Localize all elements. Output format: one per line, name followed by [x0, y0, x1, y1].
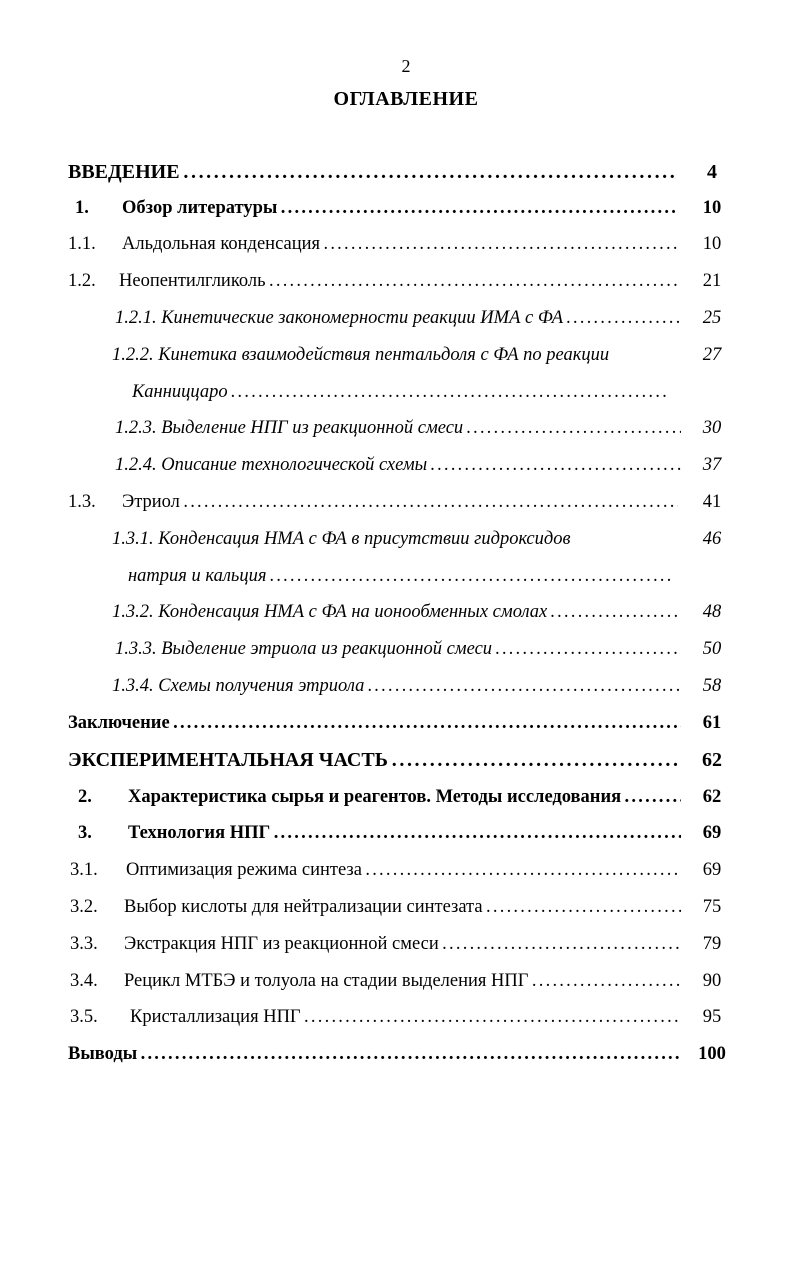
toc-entry-page: 79 [702, 934, 722, 954]
toc-title: ОГЛАВЛЕНИЕ [333, 88, 479, 110]
toc-entry-number: 3. [78, 823, 92, 843]
toc-entry-1[interactable] [0, 190, 799, 226]
toc-entry-title: натрия и кальция . . . [128, 558, 674, 594]
toc-entry-title: Неопентилгликоль . . . [119, 263, 678, 299]
toc-entry-title: ЭКСПЕРИМЕНТАЛЬНАЯ ЧАСТЬ . . . [68, 742, 681, 778]
toc-entry-title: 1.3.4. Схемы получения этриола . . . [112, 668, 681, 704]
toc-entry-page: 48 [702, 602, 722, 622]
toc-entry-3-4[interactable] [0, 963, 799, 999]
toc-entry-title: Экстракция НПГ из реакционной смеси . . . [124, 926, 681, 962]
toc-entry-conclusions[interactable] [0, 1036, 799, 1072]
toc-entry-page: 30 [702, 418, 722, 438]
toc-entry-page: 75 [702, 897, 722, 917]
toc-entry-page: 90 [702, 971, 722, 991]
toc-entry-title: 1.3.1. Конденсация НМА с ФА в присутствии гидроксидов [112, 529, 571, 549]
toc-entry-3-2[interactable] [0, 889, 799, 925]
toc-entry-page: 21 [702, 271, 722, 291]
toc-entry-page: 61 [702, 713, 722, 733]
toc-entry-3[interactable] [0, 815, 799, 851]
toc-entry-page: 58 [702, 676, 722, 696]
toc-entry-title: 1.2.4. Описание технологической схемы . . . [115, 447, 681, 483]
toc-entry-number: 1.3. [68, 492, 96, 512]
toc-entry-3-5[interactable] [0, 999, 799, 1035]
toc-entry-title: Характеристика сырья и реагентов. Методы исследования . . . [128, 779, 681, 815]
toc-entry-page: 10 [702, 234, 722, 254]
toc-entry-page: 4 [707, 161, 717, 183]
toc-entry-page: 25 [702, 308, 722, 328]
toc-entry-title: Альдольная конденсация . . . [122, 226, 678, 262]
toc-entry-number: 3.1. [70, 860, 98, 880]
toc-entry-experimental-part[interactable] [0, 742, 799, 778]
toc-entry-number: 3.4. [70, 971, 98, 991]
toc-entry-title: 1.3.3. Выделение этриола из реакционной смеси . . . [115, 631, 681, 667]
toc-entry-1-3-1-continuation[interactable] [0, 558, 799, 594]
toc-entry-number: 2. [78, 787, 92, 807]
toc-entry-title: Обзор литературы . . . [122, 190, 678, 226]
toc-entry-1-2-4[interactable] [0, 447, 799, 483]
toc-entry-page: 50 [702, 639, 722, 659]
toc-entry-1-3-2[interactable] [0, 594, 799, 630]
toc-entry-1-3[interactable] [0, 484, 799, 520]
toc-entry-title: 1.3.2. Конденсация НМА с ФА на ионообменных смолах . . . [112, 594, 681, 630]
toc-entry-title: Оптимизация режима синтеза . . . [126, 852, 681, 888]
toc-entry-1-2-2-continuation[interactable] [0, 374, 799, 410]
toc-entry-page: 100 [698, 1044, 726, 1064]
toc-entry-page: 62 [702, 787, 722, 807]
toc-entry-2[interactable] [0, 779, 799, 815]
toc-entry-number: 3.3. [70, 934, 98, 954]
toc-entry-1-2-1[interactable] [0, 300, 799, 336]
toc-entry-page: 10 [702, 198, 722, 218]
toc-entry-1-3-3[interactable] [0, 631, 799, 667]
toc-entry-page: 95 [702, 1007, 722, 1027]
toc-entry-1-1[interactable] [0, 226, 799, 262]
toc-entry-1-2[interactable] [0, 263, 799, 299]
toc-entry-3-1[interactable] [0, 852, 799, 888]
toc-entry-title: Выбор кислоты для нейтрализации синтезата . . . [124, 889, 681, 925]
toc-entry-page: 37 [702, 455, 722, 475]
toc-entry-title: Рецикл МТБЭ и толуола на стадии выделения НПГ . . . [124, 963, 681, 999]
toc-entry-3-3[interactable] [0, 926, 799, 962]
toc-entry-1-2-3[interactable] [0, 410, 799, 446]
toc-entry-page: 62 [702, 749, 722, 771]
toc-entry-page: 69 [702, 860, 722, 880]
toc-entry-title: Кристаллизация НПГ . . . [130, 999, 678, 1035]
page-number: 2 [401, 56, 411, 76]
toc-entry-1-2-2[interactable] [0, 337, 799, 373]
toc-entry-title: Канниццаро . . . [132, 374, 670, 410]
toc-entry-1-3-4[interactable] [0, 668, 799, 704]
toc-entry-page: 41 [702, 492, 722, 512]
toc-entry-page: 69 [702, 823, 722, 843]
toc-entry-introduction[interactable] [0, 154, 799, 190]
toc-entry-title: ВВЕДЕНИЕ . . . [68, 154, 678, 190]
toc-entry-page: 27 [702, 345, 722, 365]
toc-entry-title: 1.2.2. Кинетика взаимодействия пентальдоля с ФА по реакции [112, 345, 610, 365]
toc-entry-title: 1.2.1. Кинетические закономерности реакции ИМА с ФА . . . [115, 300, 681, 336]
toc-entry-number: 1.1. [68, 234, 96, 254]
toc-entry-1-3-1[interactable] [0, 521, 799, 557]
toc-entry-title: Заключение . . . [68, 705, 681, 741]
toc-entry-title: Выводы . . . [68, 1036, 680, 1072]
toc-entry-number: 3.5. [70, 1007, 98, 1027]
toc-entry-title: Этриол . . . [122, 484, 678, 520]
toc-entry-number: 1. [75, 198, 89, 218]
toc-entry-number: 1.2. [68, 271, 96, 291]
toc-entry-title: 1.2.3. Выделение НПГ из реакционной смеси . . . [115, 410, 681, 446]
toc-entry-title: Технология НПГ . . . [128, 815, 681, 851]
toc-entry-page: 46 [702, 529, 722, 549]
toc-entry-number: 3.2. [70, 897, 98, 917]
toc-entry-conclusion[interactable] [0, 705, 799, 741]
